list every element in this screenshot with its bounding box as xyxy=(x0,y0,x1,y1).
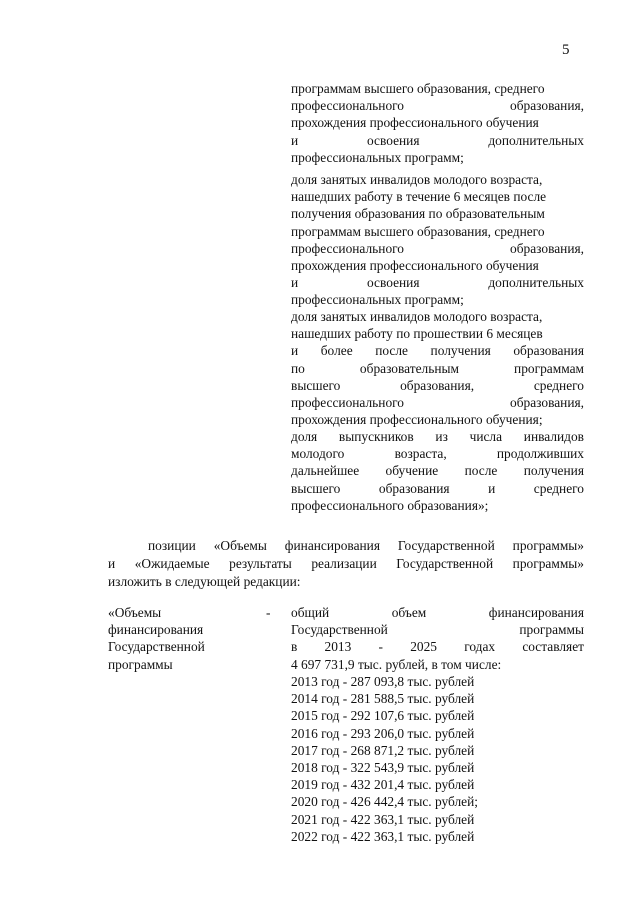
text-line: прохождения профессионального обучения; xyxy=(291,412,543,428)
text-line: доля занятых инвалидов молодого возраста, xyxy=(291,172,543,187)
label-line: программы xyxy=(108,656,173,672)
year-line: 2019 год - 432 201,4 тыс. рублей xyxy=(291,777,475,793)
indicators-continuation xyxy=(291,80,584,166)
year-line: 2014 год - 281 588,5 тыс. рублей xyxy=(291,691,475,707)
text-line: нашедших работу в течение 6 месяцев после xyxy=(291,189,547,205)
text-line: общий объем финансирования xyxy=(291,605,584,620)
text-line: 4 697 731,9 тыс. рублей, в том числе: xyxy=(291,656,502,672)
label-line: Государственной xyxy=(108,639,205,655)
indicator-graduates-continuing xyxy=(291,428,584,514)
text-line: программам высшего образования, среднего xyxy=(291,223,545,239)
text-line: высшего образования, среднего xyxy=(291,377,584,393)
text-line: и освоения дополнительных xyxy=(291,132,584,148)
financing-by-year xyxy=(291,673,478,845)
year-line: 2013 год - 287 093,8 тыс. рублей xyxy=(291,674,475,689)
text-line: Государственной программы xyxy=(291,622,584,638)
text-line: прохождения профессионального обучения xyxy=(291,257,539,273)
text-line: по образовательным программам xyxy=(291,360,584,376)
text-line: программам высшего образования, среднего xyxy=(291,81,545,96)
year-line: 2020 год - 426 442,4 тыс. рублей; xyxy=(291,794,478,810)
year-line: 2017 год - 268 871,2 тыс. рублей xyxy=(291,742,475,758)
financing-summary xyxy=(291,604,584,673)
year-line: 2022 год - 422 363,1 тыс. рублей xyxy=(291,828,475,844)
instruction-line: позиции «Объемы финансирования Государственной программы» xyxy=(148,538,584,553)
label-dash: - xyxy=(266,605,271,620)
text-line: профессионального образования»; xyxy=(291,497,489,513)
year-line: 2016 год - 293 206,0 тыс. рублей xyxy=(291,725,475,741)
text-line: нашедших работу по прошествии 6 месяцев xyxy=(291,326,543,342)
label-line: финансирования xyxy=(108,622,204,638)
text-line: доля выпускников из числа инвалидов xyxy=(291,429,584,444)
indicator-employed-after-6-months xyxy=(291,308,584,428)
text-line: дальнейшее обучение после получения xyxy=(291,463,584,479)
page-number: 5 xyxy=(562,42,570,58)
text-line: профессионального образования, xyxy=(291,240,584,256)
text-line: профессионального образования, xyxy=(291,394,584,410)
text-line: молодого возраста, продолживших xyxy=(291,446,584,462)
text-line: высшего образования и среднего xyxy=(291,480,584,496)
indicator-employed-within-6-months xyxy=(291,171,584,309)
text-line: и более после получения образования xyxy=(291,343,584,359)
instruction-line: и «Ожидаемые результаты реализации Государственной программы» xyxy=(108,556,584,571)
text-line: доля занятых инвалидов молодого возраста, xyxy=(291,309,543,324)
instruction-line: изложить в следующей редакции: xyxy=(108,574,301,589)
text-line: профессионального образования, xyxy=(291,98,584,114)
text-line: в 2013 - 2025 годах составляет xyxy=(291,639,584,655)
text-line: получения образования по образовательным xyxy=(291,206,545,222)
label-line: «Объемы xyxy=(108,605,162,620)
text-line: профессиональных программ; xyxy=(291,292,464,308)
text-line: и освоения дополнительных xyxy=(291,275,584,291)
year-line: 2015 год - 292 107,6 тыс. рублей xyxy=(291,708,475,724)
passport-label xyxy=(108,604,276,673)
text-line: прохождения профессионального обучения xyxy=(291,115,539,131)
text-line: профессиональных программ; xyxy=(291,149,464,165)
year-line: 2021 год - 422 363,1 тыс. рублей xyxy=(291,811,475,827)
year-line: 2018 год - 322 543,9 тыс. рублей xyxy=(291,759,475,775)
